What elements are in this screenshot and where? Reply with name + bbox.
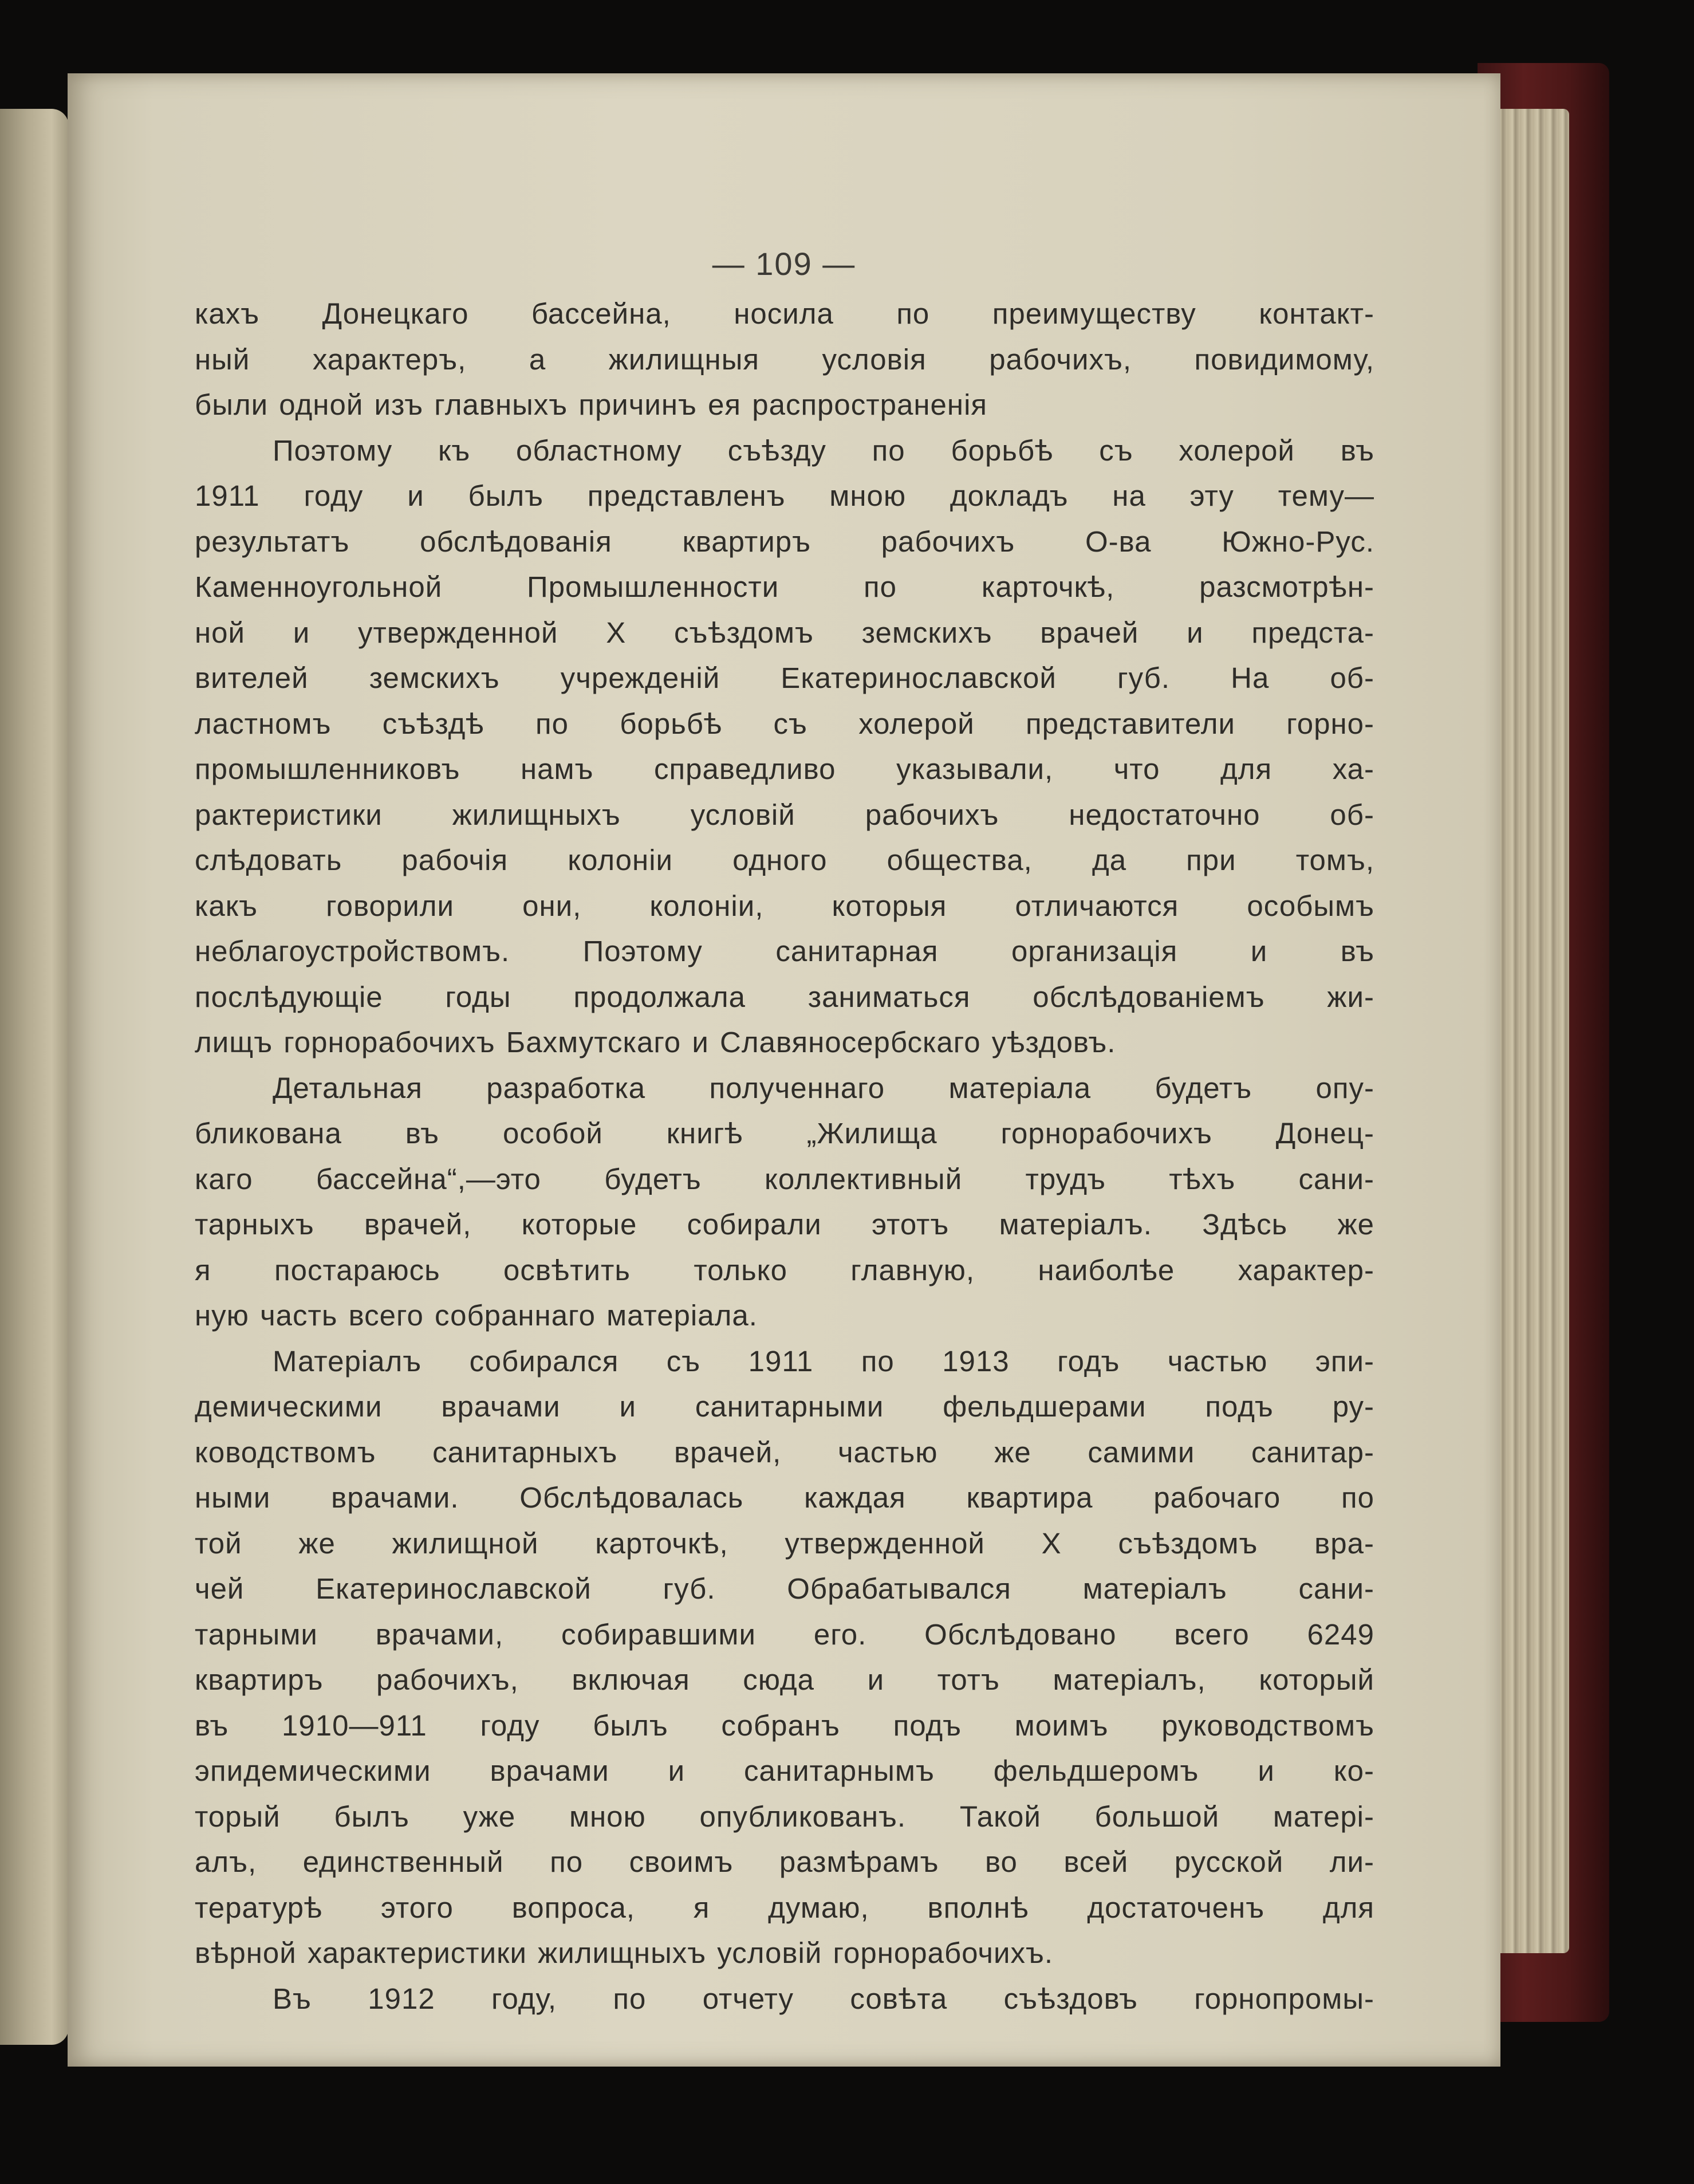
text-line: Каменноугольной Промышленности по карточкѣ, разсмотрѣн- [195,570,1374,603]
page-text [195,291,1374,2021]
text-line: Детальная разработка полученнаго матерiала будетъ опу- [273,1071,1374,1104]
page-number: — 109 — [712,246,856,282]
text-line: Въ 1912 году, по отчету совѣта съѣздовъ горнопромы- [273,1982,1374,2015]
facing-page-edge [0,109,69,2045]
text-line: ную часть всего собраннаго матерiала. [195,1299,758,1332]
text-line: 1911 году и былъ представленъ мною докладъ на эту тему— [195,479,1374,512]
text-line: лищъ горнорабочихъ Бахмутскаго и Славяносербскаго уѣздовъ. [195,1026,1116,1058]
page-edges [1495,109,1569,1953]
text-line: чей Екатеринославской губ. Обрабатывался матерiалъ сани- [195,1572,1374,1605]
text-line: эпидемическими врачами и санитарнымъ фельдшеромъ и ко- [195,1754,1374,1787]
text-line: той же жилищной карточкѣ, утвержденной X съѣздомъ вра- [195,1526,1374,1560]
text-line: рактеристики жилищныхъ условiй рабочихъ недостаточно об- [195,798,1374,831]
text-line: какъ говорили они, колонiи, которыя отличаются особымъ [195,889,1374,922]
text-line: Поэтому къ областному съѣзду по борьбѣ съ холерой въ [273,434,1374,467]
book-page [68,73,1500,2067]
text-line: результатъ обслѣдованiя квартиръ рабочихъ О-ва Южно-Рус. [195,525,1374,558]
text-line: вителей земскихъ учрежденiй Екатеринославской губ. На об- [195,662,1374,694]
text-line: ными врачами. Обслѣдовалась каждая квартира рабочаго по [195,1481,1374,1514]
text-line: торый былъ уже мною опубликованъ. Такой большой матерi- [195,1800,1374,1833]
text-line: ной и утвержденной X съѣздомъ земскихъ врачей и предста- [195,616,1374,649]
text-line: вѣрной характеристики жилищныхъ условiй горнорабочихъ. [195,1937,1054,1969]
text-line: ластномъ съѣздѣ по борьбѣ съ холерой представители горно- [195,707,1374,740]
text-line: квартиръ рабочихъ, включая сюда и тотъ матерiалъ, который [195,1663,1374,1696]
text-line: промышленниковъ намъ справедливо указывали, что для ха- [195,753,1374,785]
text-line: неблагоустройствомъ. Поэтому санитарная организацiя и въ [195,935,1374,967]
text-line: ководствомъ санитарныхъ врачей, частью же самими санитар- [195,1435,1374,1469]
text-line: кахъ Донецкаго бассейна, носила по преимуществу контакт- [195,297,1374,330]
text-line: ный характеръ, а жилищныя условiя рабочихъ, повидимому, [195,343,1374,376]
text-line: бликована въ особой книгѣ „Жилища горнорабочихъ Донец- [195,1117,1374,1150]
text-line: тарными врачами, собиравшими его. Обслѣдовано всего 6249 [195,1618,1374,1651]
text-line: я постараюсь освѣтить только главную, наиболѣе характер- [195,1253,1374,1286]
text-line: тарныхъ врачей, которые собирали этотъ матерiалъ. Здѣсь же [195,1208,1374,1241]
text-line: послѣдующiе годы продолжала заниматься обслѣдованiемъ жи- [195,980,1374,1013]
text-line: каго бассейна“,—это будетъ коллективный трудъ тѣхъ сани- [195,1162,1374,1195]
text-line: демическими врачами и санитарными фельдшерами подъ ру- [195,1390,1374,1423]
text-line: въ 1910—911 году былъ собранъ подъ моимъ руководствомъ [195,1709,1374,1742]
text-line: Матерiалъ собирался съ 1911 по 1913 годъ частью эпи- [273,1344,1374,1378]
text-line: алъ, единственный по своимъ размѣрамъ во всей русской ли- [195,1845,1374,1878]
text-line: слѣдовать рабочiя колонiи одного общества, да при томъ, [195,844,1374,876]
text-line: были одной изъ главныхъ причинъ ея распространенiя [195,388,988,421]
text-line: тературѣ этого вопроса, я думаю, вполнѣ достаточенъ для [195,1891,1374,1924]
